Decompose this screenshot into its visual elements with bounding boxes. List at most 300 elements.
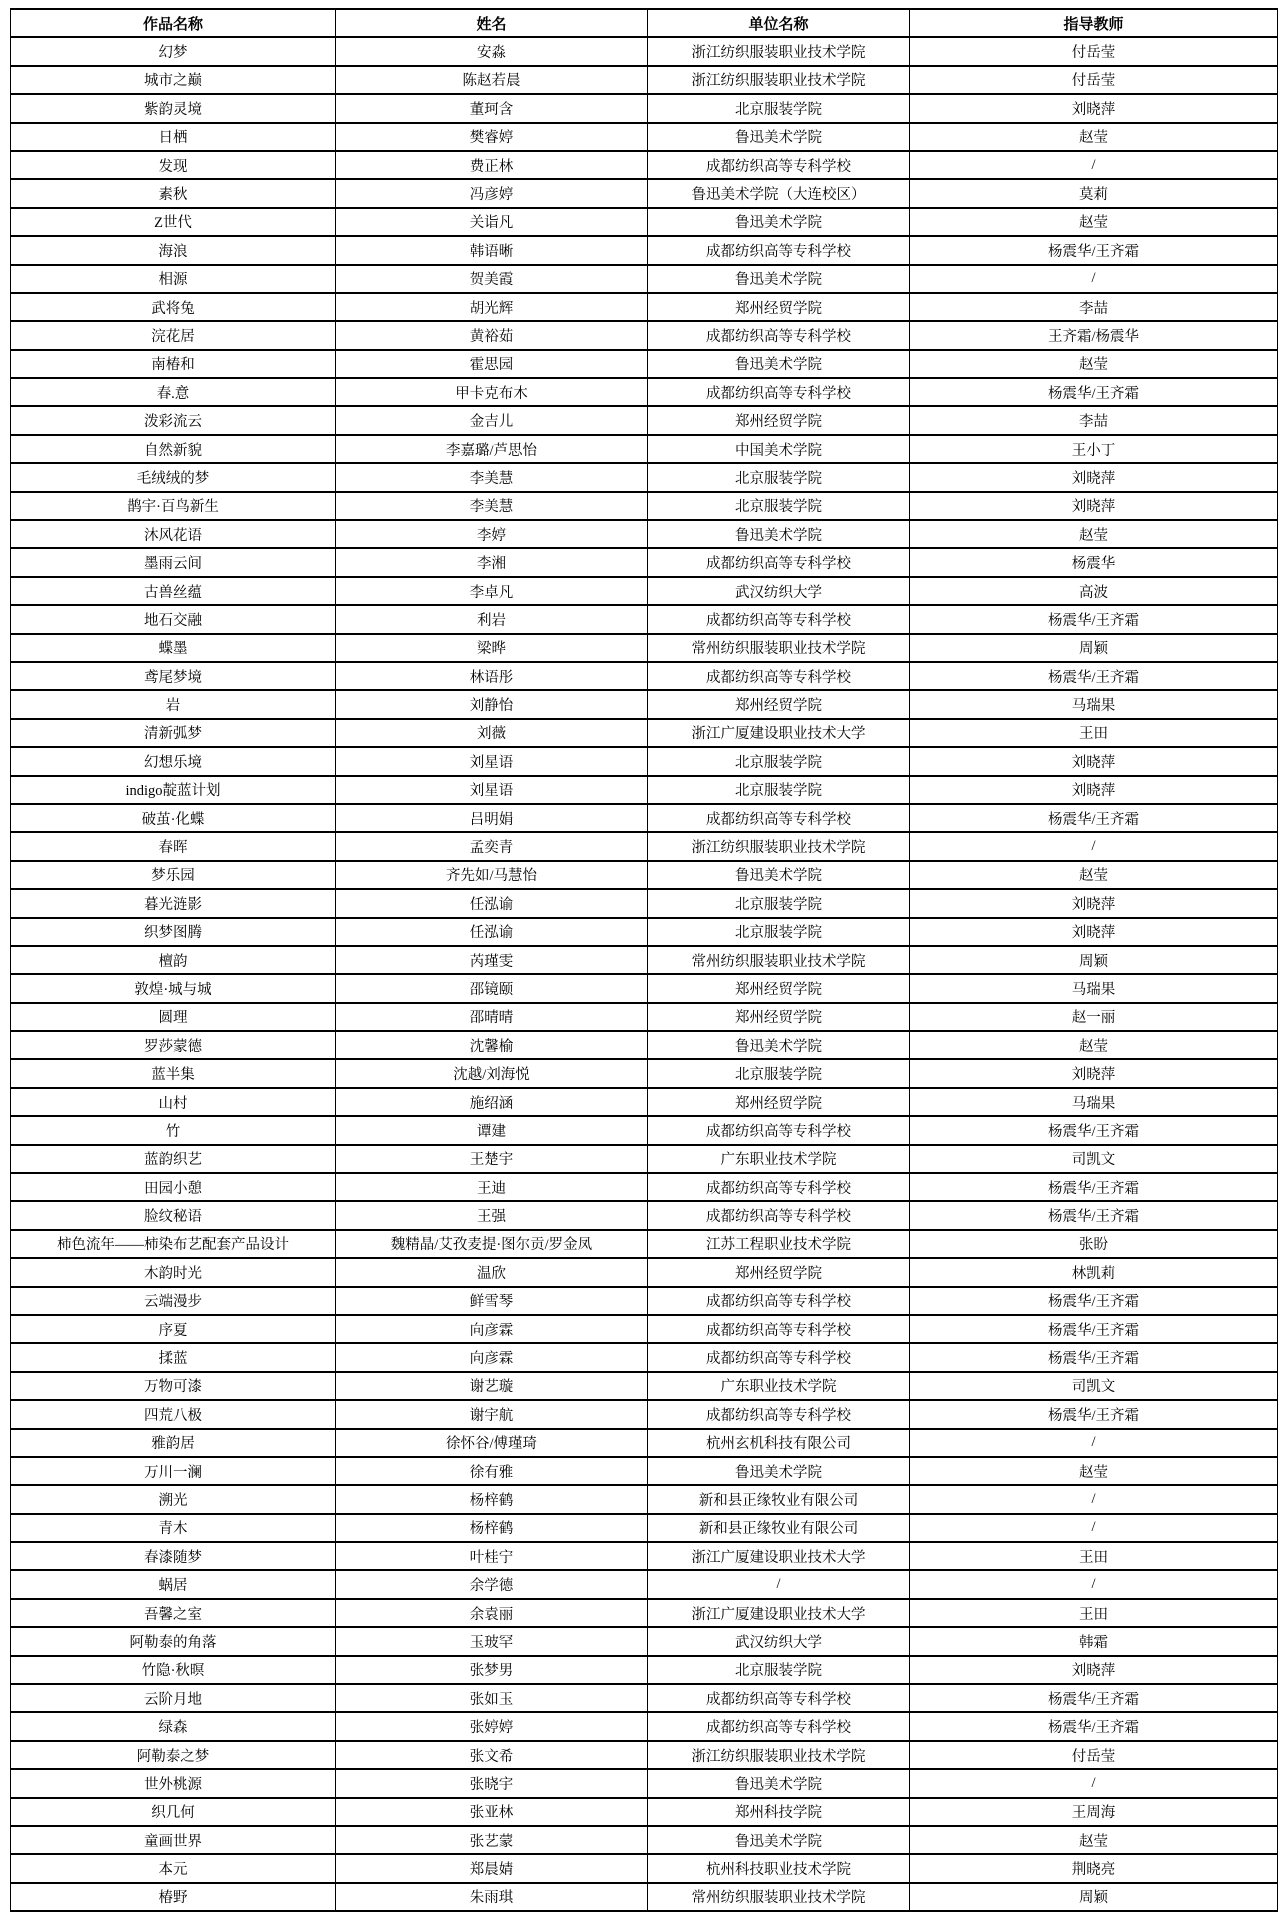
cell-advisor: 周颖 [910, 634, 1278, 662]
cell-organization: 杭州玄机科技有限公司 [648, 1429, 910, 1457]
cell-work-name: 云阶月地 [11, 1684, 336, 1712]
table-row [11, 1315, 1278, 1343]
table-row [11, 1542, 1278, 1570]
cell-work-name: 地石交融 [11, 605, 336, 633]
table-row [11, 1826, 1278, 1854]
cell-author-name: 芮瑾雯 [336, 946, 648, 974]
cell-advisor: 杨震华/王齐霜 [910, 1173, 1278, 1201]
awards-table [10, 8, 1278, 1912]
cell-organization: 成都纺织高等专科学校 [648, 236, 910, 264]
cell-advisor: 刘晓萍 [910, 1059, 1278, 1087]
table-row [11, 1400, 1278, 1428]
cell-advisor: 刘晓萍 [910, 463, 1278, 491]
cell-organization: 新和县正缘牧业有限公司 [648, 1485, 910, 1513]
cell-author-name: 金吉儿 [336, 406, 648, 434]
cell-organization: 郑州经贸学院 [648, 1088, 910, 1116]
cell-advisor: 马瑞果 [910, 974, 1278, 1002]
cell-work-name: 沐风花语 [11, 520, 336, 548]
cell-work-name: 春.意 [11, 378, 336, 406]
cell-advisor: 刘晓萍 [910, 492, 1278, 520]
table-row [11, 776, 1278, 804]
table-row [11, 946, 1278, 974]
cell-advisor: 周颖 [910, 946, 1278, 974]
cell-author-name: 霍思园 [336, 350, 648, 378]
cell-advisor: 司凯文 [910, 1145, 1278, 1173]
cell-advisor: / [910, 1514, 1278, 1542]
cell-work-name: 素秋 [11, 179, 336, 207]
cell-work-name: 序夏 [11, 1315, 336, 1343]
cell-author-name: 邵晴晴 [336, 1003, 648, 1031]
cell-work-name: 海浪 [11, 236, 336, 264]
cell-author-name: 向彦霖 [336, 1343, 648, 1371]
table-row [11, 605, 1278, 633]
cell-advisor: / [910, 265, 1278, 293]
table-row [11, 1059, 1278, 1087]
cell-work-name: 本元 [11, 1854, 336, 1882]
cell-advisor: 荆晓亮 [910, 1854, 1278, 1882]
cell-organization: 浙江广厦建设职业技术大学 [648, 1599, 910, 1627]
cell-advisor: 赵莹 [910, 350, 1278, 378]
cell-work-name: 岩 [11, 690, 336, 718]
cell-work-name: 墨雨云间 [11, 548, 336, 576]
cell-author-name: 费正林 [336, 151, 648, 179]
cell-organization: 成都纺织高等专科学校 [648, 1315, 910, 1343]
table-row [11, 520, 1278, 548]
cell-work-name: 蓝韵织艺 [11, 1145, 336, 1173]
cell-organization: 鲁迅美术学院 [648, 1457, 910, 1485]
cell-author-name: 李美慧 [336, 492, 648, 520]
cell-organization: 浙江广厦建设职业技术大学 [648, 1542, 910, 1570]
cell-organization: 成都纺织高等专科学校 [648, 1116, 910, 1144]
header-author-name: 姓名 [336, 9, 648, 37]
cell-work-name: 梦乐园 [11, 861, 336, 889]
cell-organization: 鲁迅美术学院 [648, 1826, 910, 1854]
cell-organization: 新和县正缘牧业有限公司 [648, 1514, 910, 1542]
table-row [11, 548, 1278, 576]
cell-work-name: 春晖 [11, 832, 336, 860]
cell-work-name: 毛绒绒的梦 [11, 463, 336, 491]
table-row [11, 463, 1278, 491]
cell-advisor: 付岳莹 [910, 1741, 1278, 1769]
cell-work-name: 春漆随梦 [11, 1542, 336, 1570]
cell-advisor: 马瑞果 [910, 690, 1278, 718]
table-row [11, 861, 1278, 889]
cell-work-name: Z世代 [11, 208, 336, 236]
cell-organization: 浙江纺织服装职业技术学院 [648, 832, 910, 860]
cell-author-name: 张婷婷 [336, 1712, 648, 1740]
cell-advisor: 赵莹 [910, 520, 1278, 548]
cell-advisor: 刘晓萍 [910, 94, 1278, 122]
cell-work-name: 椿野 [11, 1883, 336, 1911]
cell-advisor: 王田 [910, 1542, 1278, 1570]
table-row [11, 747, 1278, 775]
cell-advisor: 王齐霜/杨震华 [910, 321, 1278, 349]
cell-advisor: 王小丁 [910, 435, 1278, 463]
cell-work-name: 雅韵居 [11, 1429, 336, 1457]
cell-organization: 成都纺织高等专科学校 [648, 804, 910, 832]
cell-author-name: 李卓凡 [336, 577, 648, 605]
cell-work-name: 清新弧梦 [11, 719, 336, 747]
cell-advisor: 刘晓萍 [910, 747, 1278, 775]
cell-author-name: 张如玉 [336, 1684, 648, 1712]
cell-work-name: 童画世界 [11, 1826, 336, 1854]
table-row [11, 577, 1278, 605]
cell-work-name: 城市之巅 [11, 66, 336, 94]
cell-author-name: 郑晨婧 [336, 1854, 648, 1882]
cell-work-name: 鸢尾梦境 [11, 662, 336, 690]
cell-author-name: 谢艺璇 [336, 1372, 648, 1400]
table-row [11, 179, 1278, 207]
cell-advisor: 杨震华/王齐霜 [910, 605, 1278, 633]
cell-work-name: 柿色流年——柿染布艺配套产品设计 [11, 1230, 336, 1258]
cell-work-name: 阿勒泰的角落 [11, 1627, 336, 1655]
cell-advisor: / [910, 1429, 1278, 1457]
table-row [11, 350, 1278, 378]
cell-work-name: 阿勒泰之梦 [11, 1741, 336, 1769]
cell-author-name: 韩语晰 [336, 236, 648, 264]
cell-organization: 鲁迅美术学院 [648, 350, 910, 378]
cell-author-name: 李美慧 [336, 463, 648, 491]
cell-organization: 郑州经贸学院 [648, 974, 910, 1002]
cell-work-name: 古兽丝蕴 [11, 577, 336, 605]
cell-author-name: 关诣凡 [336, 208, 648, 236]
table-row [11, 1031, 1278, 1059]
cell-work-name: 竹隐·秋暝 [11, 1656, 336, 1684]
cell-advisor: 杨震华 [910, 548, 1278, 576]
cell-organization: 北京服装学院 [648, 776, 910, 804]
cell-work-name: 圆理 [11, 1003, 336, 1031]
cell-work-name: 万川一澜 [11, 1457, 336, 1485]
cell-work-name: 世外桃源 [11, 1769, 336, 1797]
header-advisor: 指导教师 [910, 9, 1278, 37]
table-row [11, 37, 1278, 65]
cell-organization: 鲁迅美术学院 [648, 1031, 910, 1059]
table-row [11, 1570, 1278, 1598]
cell-work-name: 南椿和 [11, 350, 336, 378]
cell-organization: 广东职业技术学院 [648, 1145, 910, 1173]
cell-advisor: 王田 [910, 719, 1278, 747]
header-row [11, 9, 1278, 37]
cell-organization: / [648, 1570, 910, 1598]
cell-advisor: 杨震华/王齐霜 [910, 804, 1278, 832]
cell-advisor: 赵莹 [910, 1457, 1278, 1485]
cell-author-name: 董珂含 [336, 94, 648, 122]
cell-advisor: 周颖 [910, 1883, 1278, 1911]
cell-advisor: 杨震华/王齐霜 [910, 1201, 1278, 1229]
cell-organization: 北京服装学院 [648, 918, 910, 946]
cell-advisor: 杨震华/王齐霜 [910, 1712, 1278, 1740]
cell-advisor: 付岳莹 [910, 66, 1278, 94]
table-row [11, 1372, 1278, 1400]
cell-advisor: 赵一丽 [910, 1003, 1278, 1031]
cell-author-name: 张晓宇 [336, 1769, 648, 1797]
table-row [11, 719, 1278, 747]
cell-advisor: 韩霜 [910, 1627, 1278, 1655]
cell-author-name: 齐先如/马慧怡 [336, 861, 648, 889]
cell-advisor: 赵莹 [910, 208, 1278, 236]
cell-organization: 北京服装学院 [648, 747, 910, 775]
table-row [11, 1230, 1278, 1258]
cell-author-name: 胡光辉 [336, 293, 648, 321]
cell-work-name: 木韵时光 [11, 1258, 336, 1286]
cell-organization: 鲁迅美术学院 [648, 1769, 910, 1797]
cell-advisor: 赵莹 [910, 123, 1278, 151]
cell-author-name: 刘薇 [336, 719, 648, 747]
table-row [11, 1854, 1278, 1882]
cell-advisor: / [910, 151, 1278, 179]
cell-work-name: 揉蓝 [11, 1343, 336, 1371]
table-row [11, 1741, 1278, 1769]
cell-organization: 鲁迅美术学院 [648, 123, 910, 151]
cell-work-name: 罗莎蒙德 [11, 1031, 336, 1059]
cell-work-name: 发现 [11, 151, 336, 179]
cell-work-name: 田园小憩 [11, 1173, 336, 1201]
cell-work-name: 自然新貌 [11, 435, 336, 463]
cell-author-name: 杨梓鹤 [336, 1514, 648, 1542]
cell-author-name: 徐怀谷/傅瑾琦 [336, 1429, 648, 1457]
table-row [11, 1201, 1278, 1229]
cell-author-name: 王强 [336, 1201, 648, 1229]
cell-author-name: 王楚宇 [336, 1145, 648, 1173]
cell-organization: 北京服装学院 [648, 1059, 910, 1087]
cell-work-name: 幻想乐境 [11, 747, 336, 775]
table-row [11, 662, 1278, 690]
table-row [11, 690, 1278, 718]
table-row [11, 492, 1278, 520]
cell-work-name: 檀韵 [11, 946, 336, 974]
table-row [11, 1798, 1278, 1826]
cell-advisor: 杨震华/王齐霜 [910, 1116, 1278, 1144]
cell-organization: 成都纺织高等专科学校 [648, 378, 910, 406]
cell-advisor: / [910, 832, 1278, 860]
cell-organization: 郑州经贸学院 [648, 690, 910, 718]
cell-author-name: 玉玻罕 [336, 1627, 648, 1655]
cell-organization: 成都纺织高等专科学校 [648, 662, 910, 690]
cell-organization: 鲁迅美术学院（大连校区） [648, 179, 910, 207]
cell-work-name: 青木 [11, 1514, 336, 1542]
table-row [11, 1599, 1278, 1627]
cell-author-name: 利岩 [336, 605, 648, 633]
cell-advisor: 杨震华/王齐霜 [910, 662, 1278, 690]
table-row [11, 265, 1278, 293]
table-row [11, 1627, 1278, 1655]
table-row [11, 1287, 1278, 1315]
table-row [11, 123, 1278, 151]
cell-advisor: 杨震华/王齐霜 [910, 1315, 1278, 1343]
cell-organization: 浙江纺织服装职业技术学院 [648, 1741, 910, 1769]
table-row [11, 1003, 1278, 1031]
table-body [11, 37, 1278, 1911]
cell-author-name: 魏精晶/艾孜麦提·图尔贡/罗金凤 [336, 1230, 648, 1258]
table-row [11, 236, 1278, 264]
cell-advisor: / [910, 1570, 1278, 1598]
cell-author-name: 陈赵若晨 [336, 66, 648, 94]
cell-work-name: 紫韵灵境 [11, 94, 336, 122]
cell-author-name: 沈馨榆 [336, 1031, 648, 1059]
cell-work-name: 相源 [11, 265, 336, 293]
cell-work-name: 四荒八极 [11, 1400, 336, 1428]
cell-work-name: 日栖 [11, 123, 336, 151]
cell-advisor: 刘晓萍 [910, 918, 1278, 946]
cell-organization: 成都纺织高等专科学校 [648, 605, 910, 633]
cell-work-name: 山村 [11, 1088, 336, 1116]
table-row [11, 974, 1278, 1002]
cell-author-name: 林语彤 [336, 662, 648, 690]
cell-organization: 成都纺织高等专科学校 [648, 1173, 910, 1201]
cell-organization: 浙江纺织服装职业技术学院 [648, 37, 910, 65]
cell-author-name: 杨梓鹤 [336, 1485, 648, 1513]
table-row [11, 208, 1278, 236]
cell-organization: 成都纺织高等专科学校 [648, 151, 910, 179]
table-row [11, 1769, 1278, 1797]
table-row [11, 918, 1278, 946]
cell-advisor: 赵莹 [910, 861, 1278, 889]
cell-author-name: 徐有雅 [336, 1457, 648, 1485]
cell-advisor: 杨震华/王齐霜 [910, 1400, 1278, 1428]
cell-author-name: 梁晔 [336, 634, 648, 662]
cell-organization: 鲁迅美术学院 [648, 208, 910, 236]
cell-organization: 浙江广厦建设职业技术大学 [648, 719, 910, 747]
cell-organization: 鲁迅美术学院 [648, 520, 910, 548]
table-row [11, 66, 1278, 94]
table-row [11, 1116, 1278, 1144]
cell-work-name: 浣花居 [11, 321, 336, 349]
cell-advisor: 杨震华/王齐霜 [910, 1684, 1278, 1712]
cell-work-name: indigo靛蓝计划 [11, 776, 336, 804]
table-row [11, 1343, 1278, 1371]
table-row [11, 1712, 1278, 1740]
cell-author-name: 李嘉璐/芦思怡 [336, 435, 648, 463]
header-work-name: 作品名称 [11, 9, 336, 37]
cell-author-name: 沈越/刘海悦 [336, 1059, 648, 1087]
cell-organization: 武汉纺织大学 [648, 1627, 910, 1655]
table-row [11, 1429, 1278, 1457]
cell-organization: 鲁迅美术学院 [648, 861, 910, 889]
cell-work-name: 吾馨之室 [11, 1599, 336, 1627]
cell-advisor: 赵莹 [910, 1031, 1278, 1059]
table-row [11, 1145, 1278, 1173]
cell-organization: 北京服装学院 [648, 463, 910, 491]
cell-author-name: 孟奕青 [336, 832, 648, 860]
cell-organization: 常州纺织服装职业技术学院 [648, 634, 910, 662]
cell-work-name: 敦煌·城与城 [11, 974, 336, 1002]
cell-author-name: 贺美霞 [336, 265, 648, 293]
cell-organization: 北京服装学院 [648, 492, 910, 520]
cell-work-name: 竹 [11, 1116, 336, 1144]
cell-work-name: 暮光涟影 [11, 889, 336, 917]
cell-author-name: 向彦霖 [336, 1315, 648, 1343]
cell-advisor: 杨震华/王齐霜 [910, 236, 1278, 264]
cell-organization: 北京服装学院 [648, 1656, 910, 1684]
cell-author-name: 任泓谕 [336, 889, 648, 917]
cell-work-name: 蜗居 [11, 1570, 336, 1598]
cell-work-name: 绿森 [11, 1712, 336, 1740]
cell-advisor: 高波 [910, 577, 1278, 605]
cell-organization: 郑州经贸学院 [648, 1003, 910, 1031]
cell-organization: 鲁迅美术学院 [648, 265, 910, 293]
cell-organization: 常州纺织服装职业技术学院 [648, 946, 910, 974]
table-row [11, 1173, 1278, 1201]
cell-advisor: / [910, 1769, 1278, 1797]
cell-author-name: 朱雨琪 [336, 1883, 648, 1911]
cell-author-name: 刘静怡 [336, 690, 648, 718]
table-row [11, 435, 1278, 463]
cell-advisor: 莫莉 [910, 179, 1278, 207]
cell-advisor: 李喆 [910, 293, 1278, 321]
cell-organization: 成都纺织高等专科学校 [648, 321, 910, 349]
cell-advisor: 刘晓萍 [910, 889, 1278, 917]
cell-organization: 郑州经贸学院 [648, 406, 910, 434]
cell-author-name: 温欣 [336, 1258, 648, 1286]
cell-organization: 郑州科技学院 [648, 1798, 910, 1826]
cell-organization: 成都纺织高等专科学校 [648, 548, 910, 576]
cell-author-name: 张亚林 [336, 1798, 648, 1826]
table-row [11, 378, 1278, 406]
table-row [11, 293, 1278, 321]
cell-author-name: 刘星语 [336, 747, 648, 775]
table-row [11, 832, 1278, 860]
cell-work-name: 蓝半集 [11, 1059, 336, 1087]
cell-work-name: 武将兔 [11, 293, 336, 321]
cell-work-name: 溯光 [11, 1485, 336, 1513]
cell-advisor: 刘晓萍 [910, 776, 1278, 804]
cell-author-name: 安淼 [336, 37, 648, 65]
table-row [11, 1258, 1278, 1286]
cell-author-name: 余袁丽 [336, 1599, 648, 1627]
cell-author-name: 任泓谕 [336, 918, 648, 946]
cell-advisor: 司凯文 [910, 1372, 1278, 1400]
table-row [11, 1457, 1278, 1485]
cell-organization: 郑州经贸学院 [648, 1258, 910, 1286]
table-row [11, 804, 1278, 832]
cell-work-name: 破茧·化蝶 [11, 804, 336, 832]
cell-author-name: 叶桂宁 [336, 1542, 648, 1570]
cell-author-name: 邵镜颐 [336, 974, 648, 1002]
table-row [11, 1883, 1278, 1911]
cell-advisor: 王田 [910, 1599, 1278, 1627]
cell-work-name: 幻梦 [11, 37, 336, 65]
cell-organization: 浙江纺织服装职业技术学院 [648, 66, 910, 94]
cell-work-name: 织梦图腾 [11, 918, 336, 946]
cell-author-name: 冯彦婷 [336, 179, 648, 207]
cell-advisor: 刘晓萍 [910, 1656, 1278, 1684]
cell-work-name: 鹊宇·百鸟新生 [11, 492, 336, 520]
cell-author-name: 樊睿婷 [336, 123, 648, 151]
cell-organization: 广东职业技术学院 [648, 1372, 910, 1400]
cell-author-name: 鲜雪琴 [336, 1287, 648, 1315]
cell-advisor: 杨震华/王齐霜 [910, 378, 1278, 406]
cell-organization: 北京服装学院 [648, 889, 910, 917]
cell-advisor: 林凯莉 [910, 1258, 1278, 1286]
cell-work-name: 脸纹秘语 [11, 1201, 336, 1229]
cell-author-name: 谭建 [336, 1116, 648, 1144]
cell-work-name: 云端漫步 [11, 1287, 336, 1315]
cell-organization: 成都纺织高等专科学校 [648, 1201, 910, 1229]
cell-author-name: 黄裕茹 [336, 321, 648, 349]
table-row [11, 151, 1278, 179]
cell-advisor: 王周海 [910, 1798, 1278, 1826]
cell-work-name: 泼彩流云 [11, 406, 336, 434]
cell-organization: 北京服装学院 [648, 94, 910, 122]
table-row [11, 1485, 1278, 1513]
cell-author-name: 吕明娟 [336, 804, 648, 832]
cell-advisor: 马瑞果 [910, 1088, 1278, 1116]
cell-organization: 成都纺织高等专科学校 [648, 1287, 910, 1315]
cell-organization: 武汉纺织大学 [648, 577, 910, 605]
cell-organization: 常州纺织服装职业技术学院 [648, 1883, 910, 1911]
cell-organization: 成都纺织高等专科学校 [648, 1712, 910, 1740]
cell-author-name: 余学德 [336, 1570, 648, 1598]
